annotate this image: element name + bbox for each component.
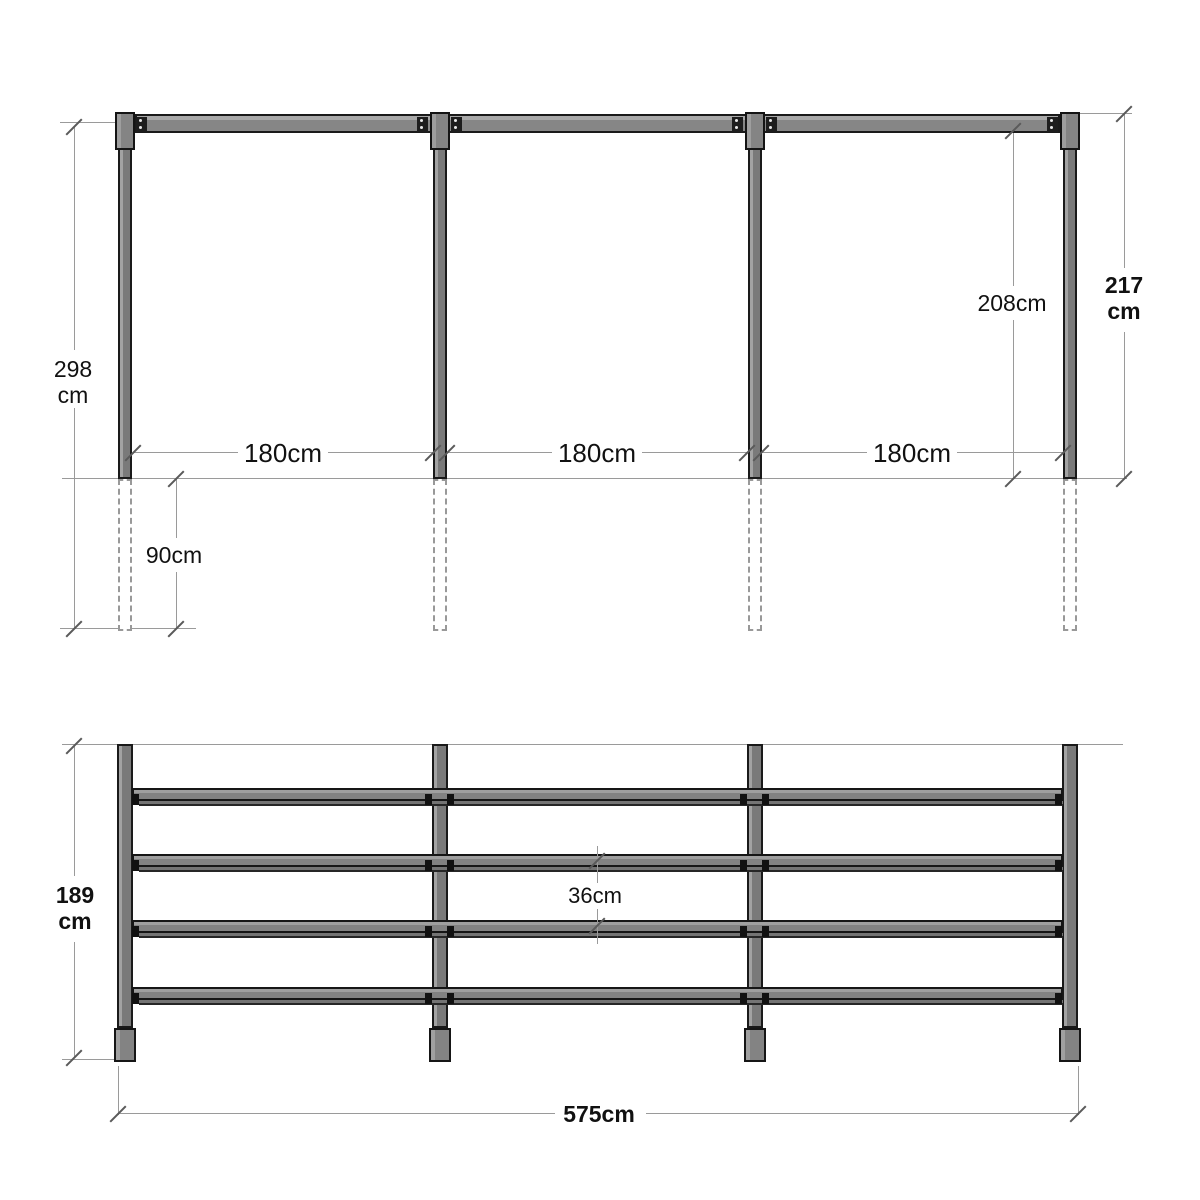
- bracket-screw-dot: [735, 126, 738, 129]
- rail-bracket-tab: [425, 860, 432, 871]
- post-base-sleeve: [1059, 1028, 1081, 1062]
- rail-bracket-tab: [740, 926, 747, 937]
- dimension-line-180: [447, 452, 557, 453]
- dimension-label-total-width: 575cm: [555, 1101, 643, 1127]
- dimension-line-208: [1013, 131, 1014, 286]
- beam-bracket: [451, 117, 462, 132]
- dimension-line-180: [761, 452, 872, 453]
- dimension-unit: cm: [1107, 298, 1141, 324]
- dimension-line-180: [323, 452, 433, 453]
- dimension-line-180: [133, 452, 243, 453]
- beam-bracket: [732, 117, 743, 132]
- bracket-screw-dot: [420, 126, 423, 129]
- rail-bracket-tab: [1055, 794, 1062, 805]
- rail-bracket-tab: [740, 860, 747, 871]
- rail-bracket-tab: [132, 794, 139, 805]
- post-cap: [1060, 112, 1080, 150]
- rail-bracket-tab: [1055, 860, 1062, 871]
- bracket-screw-dot: [1050, 126, 1053, 129]
- rail-bracket-tab: [425, 926, 432, 937]
- dimension-label-clear-height: 208cm: [966, 290, 1058, 316]
- buried-post-outline: [433, 479, 447, 631]
- rail-bracket-tab: [762, 794, 769, 805]
- side-post: [432, 744, 448, 1028]
- top-level-line: [62, 744, 1123, 745]
- dimension-value: 217: [1104, 272, 1144, 298]
- dimension-line-298: [74, 127, 75, 350]
- bracket-screw-dot: [139, 119, 142, 122]
- rail-bracket-tab: [132, 926, 139, 937]
- horizontal-rail: [132, 788, 1063, 801]
- dimension-label-post-total-length: [45, 356, 101, 408]
- rail-bracket-tab: [740, 993, 747, 1004]
- dimension-unit: cm: [58, 908, 92, 934]
- rail-bracket-tab: [425, 794, 432, 805]
- post-base-sleeve: [429, 1028, 451, 1062]
- dimension-line-90: [176, 479, 177, 538]
- rail-bracket-tab: [1055, 926, 1062, 937]
- beam-bracket: [766, 117, 777, 132]
- beam-bracket: [1047, 117, 1058, 132]
- bracket-screw-dot: [735, 119, 738, 122]
- beam-bracket: [417, 117, 428, 132]
- post-cap: [430, 112, 450, 150]
- rail-bracket-tab: [1055, 993, 1062, 1004]
- dimension-label-buried-depth: 90cm: [134, 542, 214, 568]
- rail-shadow-edge: [139, 933, 1063, 938]
- bracket-screw-dot: [1050, 119, 1053, 122]
- rail-bracket-tab: [762, 926, 769, 937]
- ground-line: [62, 478, 1127, 479]
- front-post: [118, 148, 132, 479]
- post-base-sleeve: [114, 1028, 136, 1062]
- rail-bracket-tab: [132, 993, 139, 1004]
- beam-bracket: [136, 117, 147, 132]
- extension-line: [118, 1066, 119, 1115]
- extension-line: [60, 122, 118, 123]
- rail-bracket-tab: [425, 993, 432, 1004]
- dimension-value: 298: [53, 356, 93, 382]
- rail-bracket-tab: [447, 794, 454, 805]
- dimension-unit: cm: [57, 382, 89, 408]
- side-post: [1062, 744, 1078, 1028]
- rail-bracket-tab: [132, 860, 139, 871]
- front-post: [748, 148, 762, 479]
- bracket-screw-dot: [454, 126, 457, 129]
- horizontal-rail: [132, 987, 1063, 1000]
- rail-bracket-tab: [447, 926, 454, 937]
- rail-shadow-edge: [139, 867, 1063, 872]
- rail-shadow-edge: [139, 1000, 1063, 1005]
- rail-bracket-tab: [447, 993, 454, 1004]
- dimension-line-208: [1013, 320, 1014, 479]
- dimension-label-bay-3: 180cm: [867, 440, 957, 467]
- dimension-label-height-above-ground: [1092, 272, 1156, 324]
- dimension-line-575: [646, 1113, 1078, 1114]
- post-base-sleeve: [744, 1028, 766, 1062]
- side-post: [747, 744, 763, 1028]
- rail-bracket-tab: [740, 794, 747, 805]
- dimension-line-180: [952, 452, 1063, 453]
- rail-bracket-tab: [447, 860, 454, 871]
- dimension-value: 189: [55, 882, 95, 908]
- top-beam: [135, 114, 1060, 133]
- dimension-label-rail-gap: 36cm: [555, 883, 635, 909]
- dimension-line-298: [74, 408, 75, 629]
- dimension-line-217: [1124, 332, 1125, 479]
- rail-shadow-edge: [139, 801, 1063, 806]
- buried-post-outline: [118, 479, 132, 631]
- front-post: [433, 148, 447, 479]
- bracket-screw-dot: [454, 119, 457, 122]
- bracket-screw-dot: [139, 126, 142, 129]
- post-cap: [115, 112, 135, 150]
- dimension-line-575: [118, 1113, 555, 1114]
- rail-bracket-tab: [762, 993, 769, 1004]
- dimension-label-bay-2: 180cm: [552, 440, 642, 467]
- side-post: [117, 744, 133, 1028]
- buried-post-outline: [1063, 479, 1077, 631]
- bracket-screw-dot: [420, 119, 423, 122]
- bracket-screw-dot: [769, 119, 772, 122]
- extension-line: [1078, 1066, 1079, 1115]
- front-post: [1063, 148, 1077, 479]
- bracket-screw-dot: [769, 126, 772, 129]
- dimension-line-217: [1124, 114, 1125, 268]
- dimension-label-frame-height: [43, 882, 107, 934]
- dimension-label-bay-1: 180cm: [238, 440, 328, 467]
- dimension-line-189: [74, 942, 75, 1058]
- dimension-line-90: [176, 572, 177, 629]
- post-cap: [745, 112, 765, 150]
- dimension-line-189: [74, 746, 75, 876]
- dimension-line-180: [637, 452, 747, 453]
- rail-bracket-tab: [762, 860, 769, 871]
- buried-post-outline: [748, 479, 762, 631]
- dimension-line-36: [597, 846, 598, 888]
